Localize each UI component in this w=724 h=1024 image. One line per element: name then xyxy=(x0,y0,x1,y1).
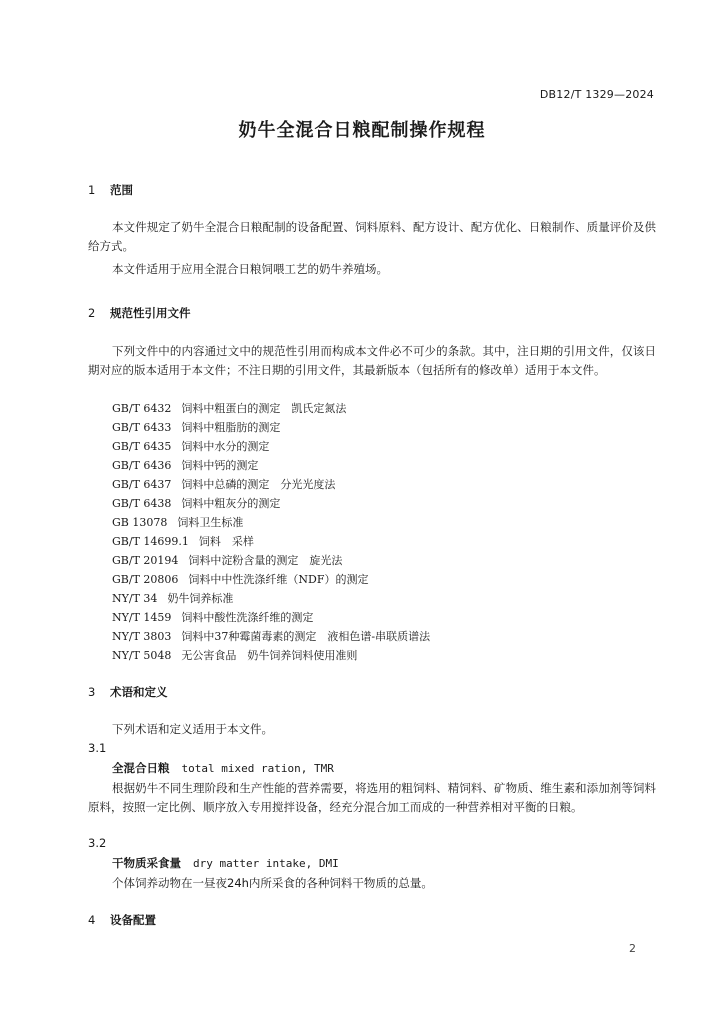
term-english: dry matter intake, DMI xyxy=(193,857,339,870)
reference-code: NY/T 3803 xyxy=(112,630,172,643)
reference-item xyxy=(112,551,430,570)
reference-title: 无公害食品 奶牛饲养饲料使用准则 xyxy=(181,649,358,662)
reference-code: GB/T 6437 xyxy=(112,478,172,491)
term-definition: 个体饲养动物在一昼夜24h内所采食的各种饲料干物质的总量。 xyxy=(112,876,433,890)
term-chinese: 全混合日粮 xyxy=(112,761,170,775)
reference-code: GB/T 14699.1 xyxy=(112,535,189,548)
reference-title: 饲料中37种霉菌毒素的测定 液相色谱-串联质谱法 xyxy=(181,630,431,643)
reference-code: GB/T 20194 xyxy=(112,554,179,567)
reference-item xyxy=(112,456,430,475)
term-entry xyxy=(112,760,334,776)
section-1-paragraph-1: 本文件规定了奶牛全混合日粮配制的设备配置、饲料原料、配方设计、配方优化、日粮制作、质量评价及供给方式。 xyxy=(88,220,656,253)
section-2-title: 规范性引用文件 xyxy=(110,306,191,320)
reference-item xyxy=(112,570,430,589)
reference-title: 饲料中中性洗涤纤维（NDF）的测定 xyxy=(188,573,369,586)
section-4-title: 设备配置 xyxy=(110,913,157,927)
clause-number: 3.2 xyxy=(88,836,107,850)
reference-item xyxy=(112,437,430,456)
term-definition: 根据奶牛不同生理阶段和生产性能的营养需要，将选用的粗饲料、精饲料、矿物质、维生素和添加剂等饲料原料，按照一定比例、顺序放入专用搅拌设备，经充分混合加工而成的一种营养相对平衡的日粮。 xyxy=(88,781,656,814)
reference-code: GB 13078 xyxy=(112,516,168,529)
reference-item xyxy=(112,513,430,532)
reference-item xyxy=(112,494,430,513)
term-english: total mixed ration, TMR xyxy=(181,762,334,775)
reference-title: 奶牛饲养标准 xyxy=(167,592,234,605)
reference-code: GB/T 6432 xyxy=(112,402,172,415)
document-code: DB12/T 1329—2024 xyxy=(539,88,654,101)
reference-title: 饲料中粗蛋白的测定 凯氏定氮法 xyxy=(181,402,347,415)
section-2-number: 2 xyxy=(88,306,96,320)
section-4-number: 4 xyxy=(88,913,96,927)
reference-code: NY/T 1459 xyxy=(112,611,172,624)
reference-title: 饲料中总磷的测定 分光光度法 xyxy=(181,478,336,491)
page-number: 2 xyxy=(629,942,636,955)
reference-code: GB/T 6435 xyxy=(112,440,172,453)
reference-title: 饲料中钙的测定 xyxy=(181,459,259,472)
reference-title: 饲料中淀粉含量的测定 旋光法 xyxy=(188,554,343,567)
reference-code: NY/T 5048 xyxy=(112,649,172,662)
document-title: 奶牛全混合日粮配制操作规程 xyxy=(238,120,486,141)
reference-code: GB/T 6438 xyxy=(112,497,172,510)
section-3-heading xyxy=(88,684,168,700)
term-chinese: 干物质采食量 xyxy=(112,856,181,870)
reference-item xyxy=(112,589,430,608)
normative-reference-list xyxy=(112,399,430,665)
section-2-heading xyxy=(88,305,191,321)
section-3-intro: 下列术语和定义适用于本文件。 xyxy=(112,722,273,736)
reference-item xyxy=(112,418,430,437)
reference-title: 饲料 采样 xyxy=(198,535,254,548)
reference-code: GB/T 6436 xyxy=(112,459,172,472)
reference-title: 饲料卫生标准 xyxy=(177,516,244,529)
reference-code: GB/T 20806 xyxy=(112,573,179,586)
section-4-heading xyxy=(88,912,156,928)
section-1-heading xyxy=(88,182,133,198)
clause-number: 3.1 xyxy=(88,741,107,755)
section-3-title: 术语和定义 xyxy=(110,685,168,699)
reference-title: 饲料中酸性洗涤纤维的测定 xyxy=(181,611,314,624)
term-entry xyxy=(112,855,339,871)
reference-item xyxy=(112,532,430,551)
section-1-number: 1 xyxy=(88,183,96,197)
reference-item xyxy=(112,399,430,418)
reference-item xyxy=(112,627,430,646)
reference-title: 饲料中水分的测定 xyxy=(181,440,270,453)
reference-code: NY/T 34 xyxy=(112,592,158,605)
section-2-intro: 下列文件中的内容通过文中的规范性引用而构成本文件必不可少的条款。其中，注日期的引用文件，仅该日期对应的版本适用于本文件；不注日期的引用文件，其最新版本（包括所有的修改单）适用于本文件。 xyxy=(88,344,656,377)
reference-item xyxy=(112,475,430,494)
section-1-title: 范围 xyxy=(110,183,134,197)
section-1-paragraph-2: 本文件适用于应用全混合日粮饲喂工艺的奶牛养殖场。 xyxy=(112,262,388,276)
reference-item xyxy=(112,646,430,665)
reference-code: GB/T 6433 xyxy=(112,421,172,434)
reference-title: 饲料中粗灰分的测定 xyxy=(181,497,281,510)
reference-item xyxy=(112,608,430,627)
section-3-number: 3 xyxy=(88,685,96,699)
reference-title: 饲料中粗脂肪的测定 xyxy=(181,421,281,434)
